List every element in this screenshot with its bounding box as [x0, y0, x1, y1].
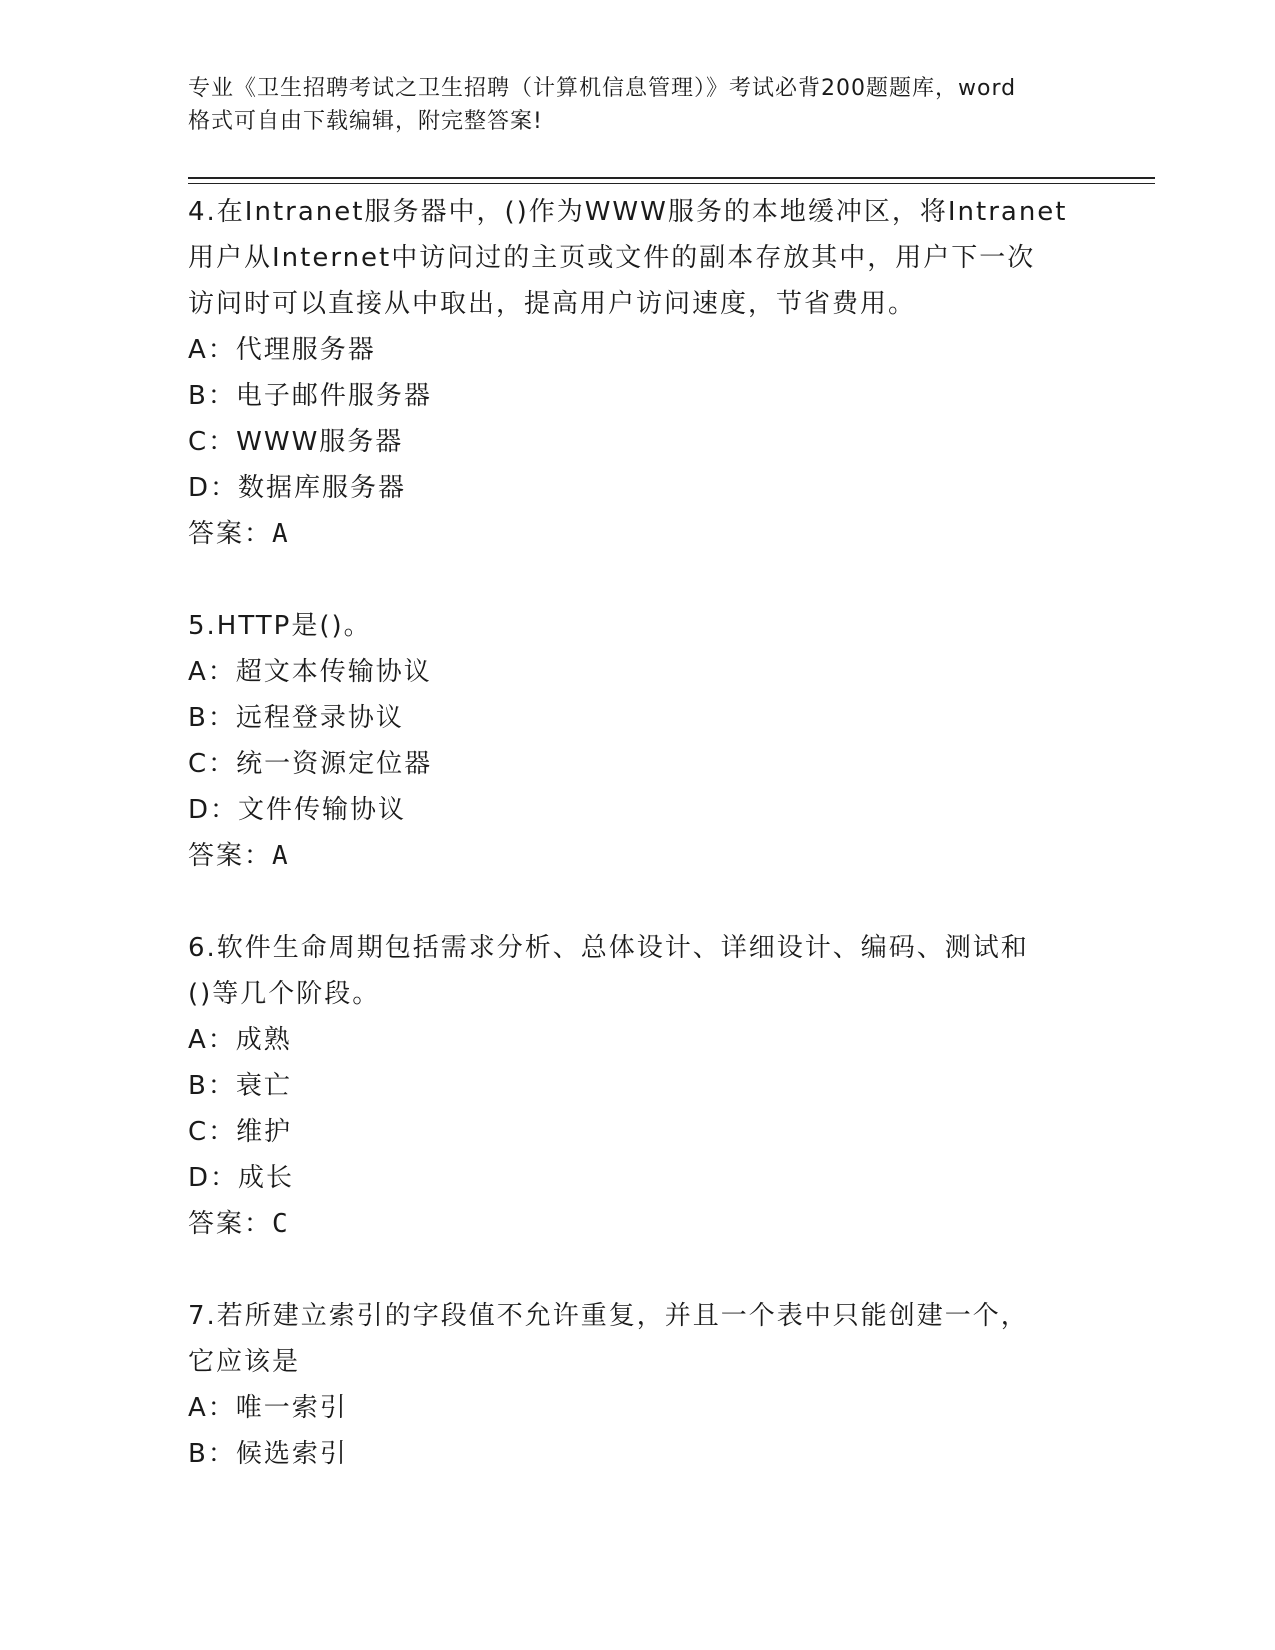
option-d: D：数据库服务器: [188, 473, 407, 503]
question-text-line: 6.软件生命周期包括需求分析、总体设计、详细设计、编码、测试和: [188, 933, 1029, 963]
question-7: [188, 1293, 1088, 1477]
question-6: [188, 925, 1088, 1247]
option-b: B：电子邮件服务器: [188, 381, 432, 411]
question-text-line: 它应该是: [188, 1347, 301, 1377]
question-text-line: ()等几个阶段。: [188, 979, 381, 1009]
header-line-2: 格式可自由下载编辑，附完整答案!: [188, 109, 543, 134]
spacer: [188, 557, 1088, 603]
header-divider-thick: [188, 177, 1155, 179]
answer-label: 答案：: [188, 841, 273, 871]
question-4: [188, 189, 1088, 557]
answer-label: 答案：: [188, 1209, 273, 1239]
question-text-line: 7.若所建立索引的字段值不允许重复，并且一个表中只能创建一个，: [188, 1301, 1029, 1331]
option-a: A：成熟: [188, 1025, 292, 1055]
question-text-line: 用户从Internet中访问过的主页或文件的副本存放其中，用户下一次: [188, 243, 1036, 273]
question-5: [188, 603, 1088, 879]
option-a: A：唯一索引: [188, 1393, 348, 1423]
option-c: C：统一资源定位器: [188, 749, 433, 779]
answer-line: [188, 833, 1088, 879]
option-c: C：WWW服务器: [188, 427, 404, 457]
spacer: [188, 879, 1088, 925]
answer-line: [188, 1201, 1088, 1247]
option-c: C：维护: [188, 1117, 293, 1147]
document-header: [188, 72, 1088, 138]
answer-label: 答案：: [188, 519, 273, 549]
answer-value: A: [272, 519, 290, 549]
option-a: A：代理服务器: [188, 335, 376, 365]
option-b: B：候选索引: [188, 1439, 348, 1469]
answer-value: A: [272, 841, 290, 871]
header-line-1: 专业《卫生招聘考试之卫生招聘（计算机信息管理）》考试必背200题题库，word: [188, 76, 1017, 101]
header-divider-thin: [188, 183, 1155, 184]
option-b: B：远程登录协议: [188, 703, 404, 733]
question-list: [188, 189, 1088, 1477]
question-text-line: 访问时可以直接从中取出，提高用户访问速度，节省费用。: [188, 289, 917, 319]
spacer: [188, 1247, 1088, 1293]
question-text-line: 4.在Intranet服务器中，()作为WWW服务的本地缓冲区，将Intranet: [188, 197, 1068, 227]
question-text-line: 5.HTTP是()。: [188, 611, 372, 641]
answer-value: C: [272, 1209, 290, 1239]
option-a: A：超文本传输协议: [188, 657, 432, 687]
answer-line: [188, 511, 1088, 557]
option-b: B：衰亡: [188, 1071, 292, 1101]
option-d: D：成长: [188, 1163, 295, 1193]
option-d: D：文件传输协议: [188, 795, 407, 825]
